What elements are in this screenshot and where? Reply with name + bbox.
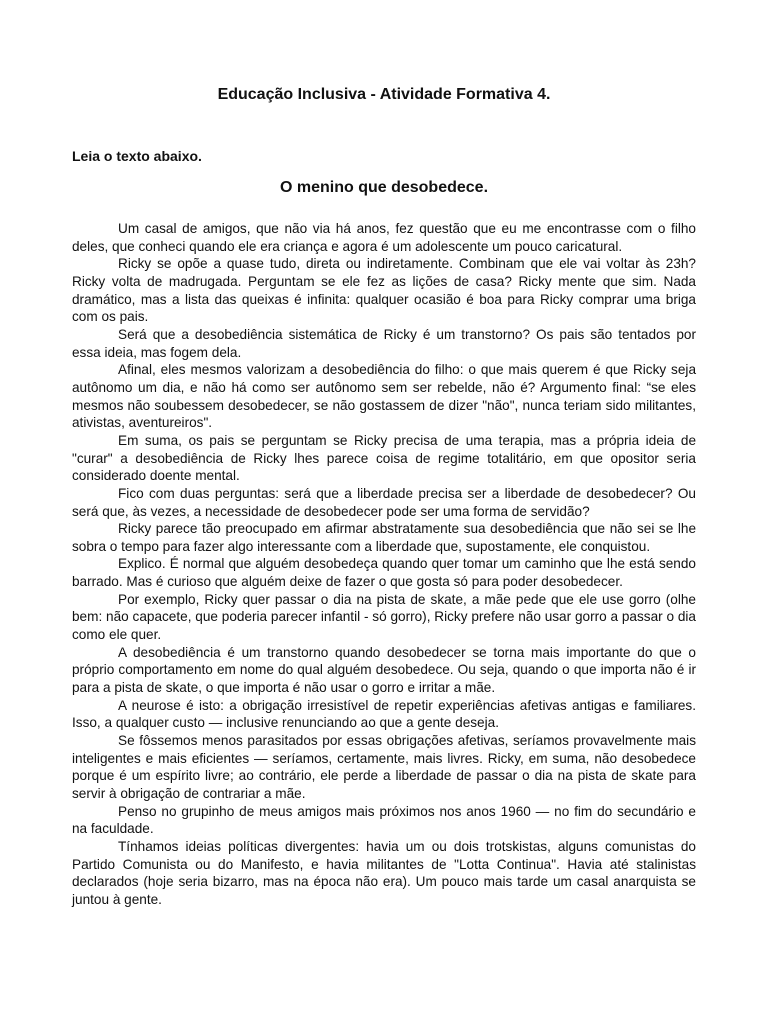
paragraph: Penso no grupinho de meus amigos mais próximos nos anos 1960 — no fim do secundário e na faculdade.	[72, 803, 696, 837]
paragraph: A neurose é isto: a obrigação irresistível de repetir experiências afetivas antigas e familiares. Isso, a qualquer custo — inclusive renunciando ao que a gente deseja.	[72, 697, 696, 731]
paragraph: Afinal, eles mesmos valorizam a desobediência do filho: o que mais querem é que Ricky seja autônomo um dia, e não há como ser autônomo sem ser rebelde, não é? Argumento final: “se eles mesmos não soubessem desobedecer, se não gostassem de dizer "não", nunca teriam sido militantes, ativistas, aventureiros".	[72, 362, 696, 431]
paragraph: Ricky se opõe a quase tudo, direta ou indiretamente. Combinam que ele vai voltar às 23h? Ricky volta de madrugada. Perguntam se ele fez as lições de casa? Ricky mente que sim. Nada dramático, mas a lista das queixas é infinita: qualquer ocasião é boa para Ricky comprar uma briga com os pais.	[72, 256, 696, 325]
body-text	[72, 220, 696, 909]
paragraph: Fico com duas perguntas: será que a liberdade precisa ser a liberdade de desobedecer? Ou será que, às vezes, a necessidade de desobedecer pode ser uma forma de servidão?	[72, 485, 696, 519]
instruction-text: Leia o texto abaixo.	[72, 148, 202, 164]
paragraph: Tínhamos ideias políticas divergentes: havia um ou dois trotskistas, alguns comunistas do Partido Comunista ou do Manifesto, e havia militantes de "Lotta Continua". Havia até stalinistas declarados (hoje seria bizarro, mas na época não era). Um pouco mais tarde um casal anarquista se juntou à gente.	[72, 838, 696, 907]
paragraph: Ricky parece tão preocupado em afirmar abstratamente sua desobediência que não sei se lhe sobra o tempo para fazer algo interessante com a liberdade que, supostamente, ele conquistou.	[72, 521, 696, 554]
paragraph: Um casal de amigos, que não via há anos, fez questão que eu me encontrasse com o filho deles, que conheci quando ele era criança e agora é um adolescente um pouco caricatural.	[72, 221, 696, 254]
paragraph: Em suma, os pais se perguntam se Ricky precisa de uma terapia, mas a própria ideia de "curar" a desobediência de Ricky lhes parece coisa de regime totalitário, em que opositor seria considerado doente mental.	[72, 432, 696, 484]
paragraph: Por exemplo, Ricky quer passar o dia na pista de skate, a mãe pede que ele use gorro (olhe bem: não capacete, que poderia parecer infantil - só gorro), Ricky prefere não usar gorro a passar o dia como ele quer.	[72, 591, 696, 643]
paragraph: Explico. É normal que alguém desobedeça quando quer tomar um caminho que lhe está sendo barrado. Mas é curioso que alguém deixe de fazer o que gosta só para poder desobedecer.	[72, 556, 696, 590]
paragraph: A desobediência é um transtorno quando desobedecer se torna mais importante do que o próprio comportamento em nome do qual alguém desobedece. Ou seja, quando o que importa não é ir para a pista de skate, o que importa é não usar o gorro e irritar a mãe.	[72, 644, 696, 696]
paragraph: Será que a desobediência sistemática de Ricky é um transtorno? Os pais são tentados por essa ideia, mas fogem dela.	[72, 326, 696, 360]
paragraph: Se fôssemos menos parasitados por essas obrigações afetivas, seríamos provavelmente mais inteligentes e mais eficientes — seríamos, certamente, mais livres. Ricky, em suma, não desobedece porque é um espírito livre; ao contrário, ele perde a liberdade de passar o dia na pista de skate para servir à obrigação de contrariar a mãe.	[72, 733, 696, 801]
document-title: Educação Inclusiva - Atividade Formativa 4.	[217, 86, 551, 103]
text-title: O menino que desobedece.	[279, 179, 489, 196]
